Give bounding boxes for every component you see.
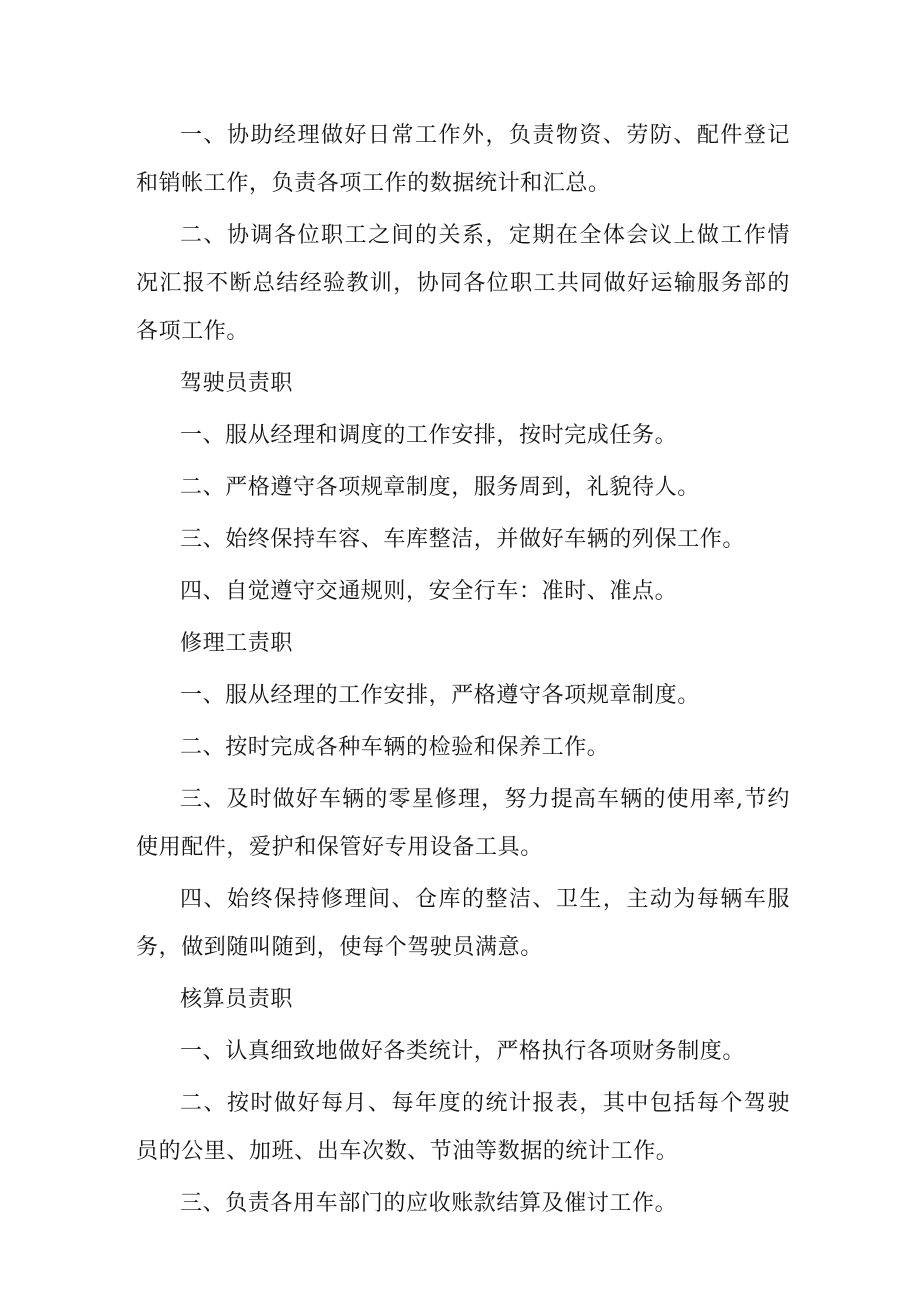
section-heading-mechanic: 修理工责职 [180,631,294,656]
paragraph: 二、严格遵守各项规章制度，服务周到，礼貌待人。 [180,475,700,500]
paragraph: 一、认真细致地做好各类统计，严格执行各项财务制度。 [180,1039,746,1064]
paragraph: 三、及时做好车辆的零星修理，努力提高车辆的使用率,节约使用配件，爱护和保管好专用设备工具。 [136,787,790,860]
section-heading-driver: 驾驶员责职 [180,371,294,396]
paragraph: 一、协助经理做好日常工作外，负责物资、劳防、配件登记和销帐工作，负责各项工作的数据统计和汇总。 [136,123,790,196]
paragraph: 二、按时完成各种车辆的检验和保养工作。 [180,735,610,760]
paragraph: 四、始终保持修理间、仓库的整洁、卫生，主动为每辆车服务，做到随叫随到，使每个驾驶员满意。 [136,887,790,960]
paragraph: 二、协调各位职工之间的关系，定期在全体会议上做工作情况汇报不断总结经验教训，协同各位职工共同做好运输服务部的各项工作。 [136,223,790,344]
paragraph: 二、按时做好每月、每年度的统计报表，其中包括每个驾驶员的公里、加班、出车次数、节油等数据的统计工作。 [136,1091,790,1164]
paragraph: 一、服从经理和调度的工作安排，按时完成任务。 [180,423,678,448]
paragraph: 三、负责各用车部门的应收账款结算及催讨工作。 [180,1191,678,1216]
section-heading-accountant: 核算员责职 [180,987,294,1012]
paragraph: 四、自觉遵守交通规则，安全行车：准时、准点。 [180,579,678,604]
paragraph: 三、始终保持车容、车库整洁，并做好车辆的列保工作。 [180,527,746,552]
paragraph: 一、服从经理的工作安排，严格遵守各项规章制度。 [180,683,700,708]
document-body [136,112,790,1228]
